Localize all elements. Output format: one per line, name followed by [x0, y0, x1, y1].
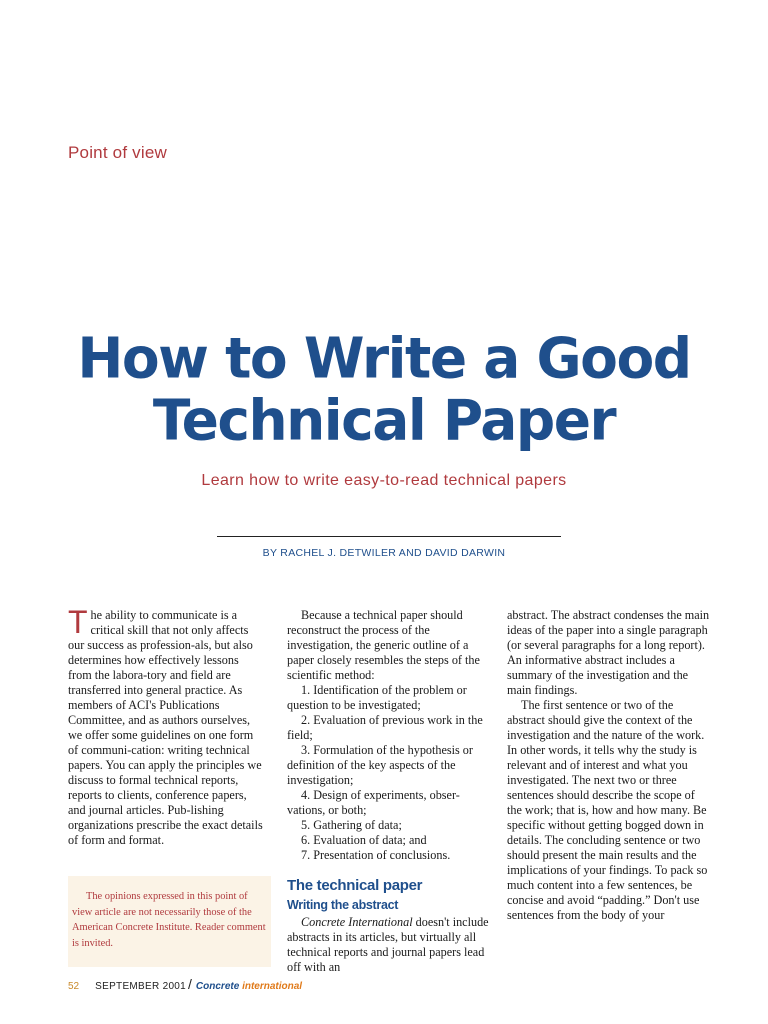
footer-slash: /: [188, 976, 192, 992]
outline-step: 7. Presentation of conclusions.: [301, 848, 451, 862]
magazine-name-part2: international: [242, 981, 303, 992]
outline-intro: Because a technical paper should reconstruct the process of the investigation, the generic outline of a paper closely resembles the steps of the scientific method:: [287, 608, 480, 682]
issue-date: SEPTEMBER 2001: [95, 981, 187, 992]
text-column-1: [68, 604, 264, 848]
disclaimer-box: [68, 876, 271, 967]
text-column-2: [287, 608, 491, 975]
disclaimer-text: The opinions expressed in this point of view article are not necessarily those of the American Concrete Institute. Reader comment is invited.: [72, 891, 266, 949]
article-title-line-2: Technical Paper: [152, 387, 616, 453]
intro-text: he ability to communicate is a critical skill that not only affects our success as profession-als, but also determines how effectively lessons from the labora-tory and field are transferred into general practice. As members of ACI's Publications Committee, and as authors ourselves, we offer some guidelines on one form of communi-cation: writing technical papers. You can apply the principles we discuss to formal technical reports, reports to clients, conference papers, and journal articles. Pub-lishing organizations prescribe the exact details of form and format.: [68, 608, 263, 847]
drop-cap: T: [68, 604, 88, 640]
outline-step: 2. Evaluation of previous work in the field;: [287, 713, 483, 742]
section-label: Point of view: [68, 143, 167, 162]
article-title-line-1: How to Write a Good: [77, 325, 691, 391]
intro-paragraph: [68, 604, 264, 848]
publication-name: Concrete International: [301, 915, 413, 929]
byline-divider: [217, 536, 561, 537]
byline: BY RACHEL J. DETWILER AND DAVID DARWIN: [262, 547, 506, 559]
outline-step: 6. Evaluation of data; and: [301, 833, 427, 847]
abstract-guidance-paragraph: The first sentence or two of the abstract should give the context of the investigation and the nature of the work. In other words, it tells why the study is relevant and of interest and what you investigated. The next two or three sentences should describe the scope of the work; that is, how and how many. Be specific without getting bogged down in details. The concluding sentence or two should present the main results and the implications of your findings. To pack so much content into a few sentences, be concise and avoid “padding.” Don't use sentences from the body of your: [507, 698, 708, 922]
section-subheading: Writing the abstract: [287, 898, 399, 912]
page-footer: [68, 976, 302, 990]
abstract-continued-paragraph: abstract. The abstract condenses the main ideas of the paper into a single paragraph (or several paragraphs for a long report). An informative abstract includes a summary of the investigation and the main findings.: [507, 608, 710, 697]
outline-step: 5. Gathering of data;: [301, 818, 402, 832]
text-column-3: [507, 608, 712, 923]
outline-step: 1. Identification of the problem or question to be investigated;: [287, 683, 467, 712]
article-subtitle: Learn how to write easy-to-read technical papers: [201, 472, 567, 489]
outline-step: 3. Formulation of the hypothesis or definition of the key aspects of the investigation;: [287, 743, 473, 787]
abstract-paragraph: [287, 915, 491, 975]
magazine-name-part1: Concrete: [195, 981, 240, 992]
page-number: 52: [68, 981, 80, 992]
outline-step: 4. Design of experiments, obser-vations, or both;: [287, 788, 460, 817]
section-heading: The technical paper: [287, 877, 423, 894]
abstract-paragraph-text: doesn't include abstracts in its articles, but virtually all technical reports and journal papers lead off with an: [287, 915, 489, 974]
